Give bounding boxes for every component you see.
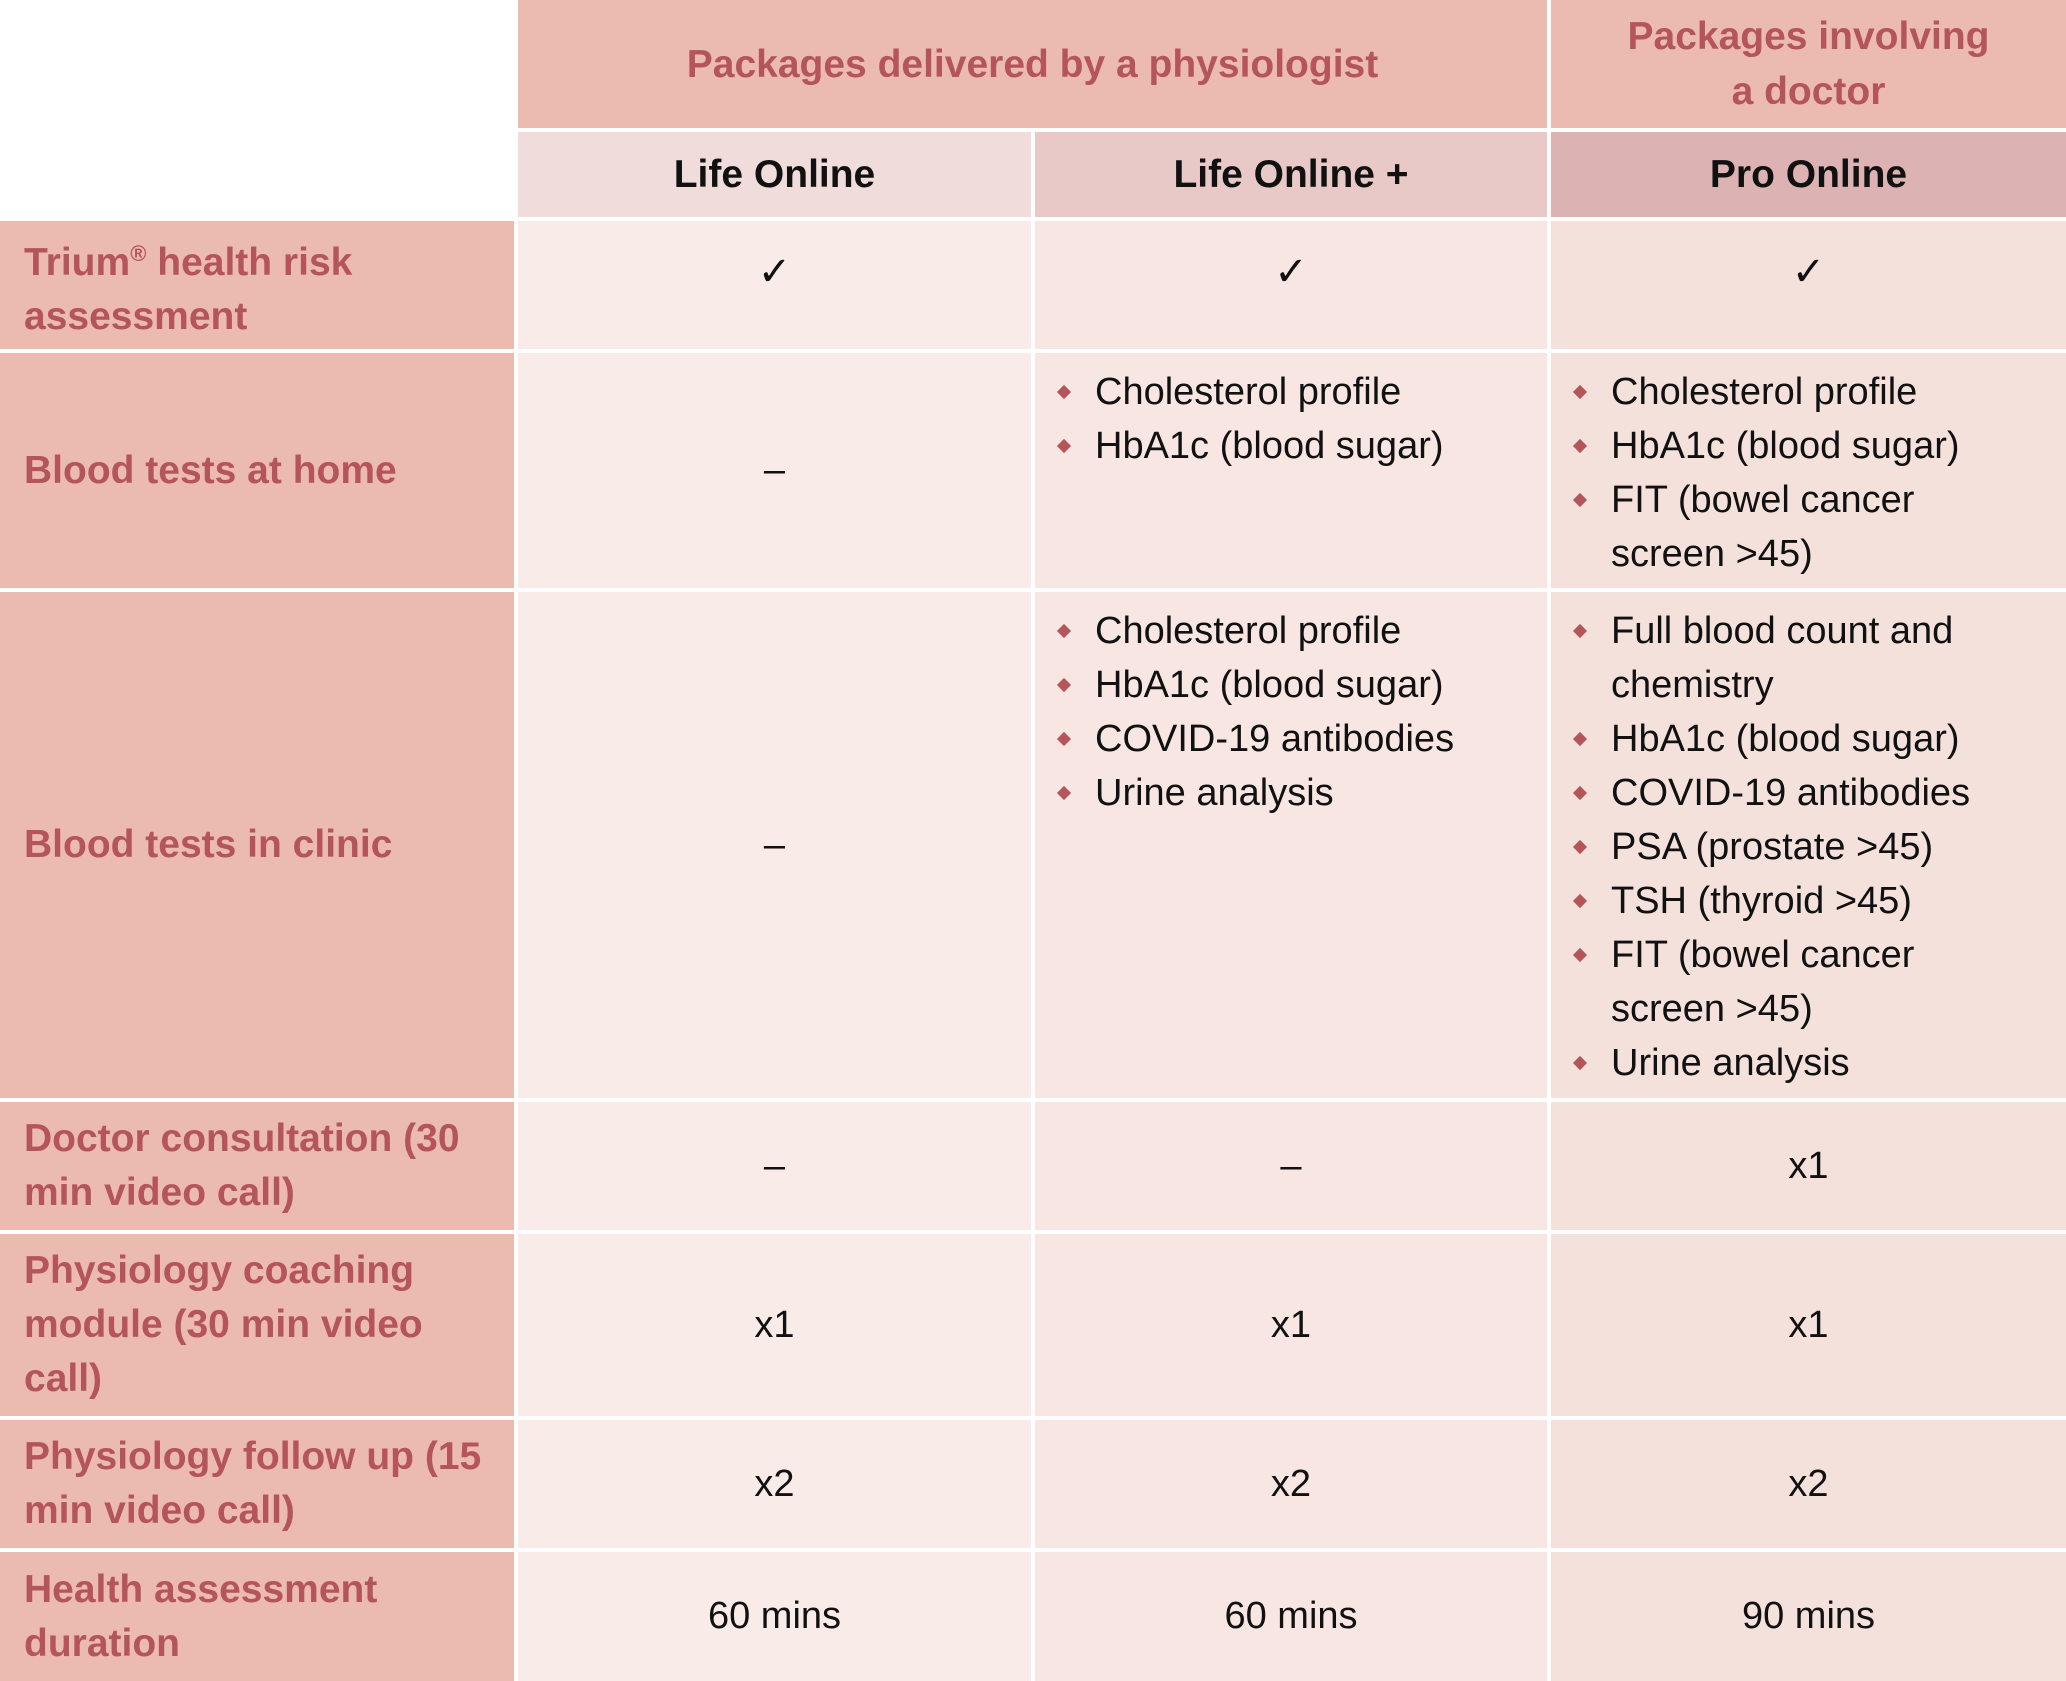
diamond-bullet-icon — [1573, 840, 1587, 854]
diamond-bullet-icon — [1573, 732, 1587, 746]
list-item: HbA1c (blood sugar) — [1055, 658, 1454, 712]
cell-value: x2 — [1788, 1462, 1829, 1505]
list-item: Cholesterol profile — [1055, 604, 1454, 658]
row-label-text: Blood tests in clinic — [24, 823, 393, 866]
list-item: HbA1c (blood sugar) — [1571, 419, 2011, 473]
row-doctor-life-online — [518, 1102, 1031, 1230]
cell-value: 60 mins — [1224, 1595, 1358, 1637]
list-item: HbA1c (blood sugar) — [1055, 419, 1444, 473]
cell-value: – — [1280, 1144, 1302, 1187]
test-list — [1571, 365, 2011, 581]
cell-value: x2 — [754, 1462, 795, 1505]
cell-value: x1 — [754, 1303, 795, 1346]
list-item: FIT (bowel cancer screen >45) — [1571, 928, 2011, 1036]
diamond-bullet-icon — [1057, 385, 1071, 399]
row-coaching-life-online-plus — [1035, 1234, 1547, 1416]
cell-value: x1 — [1788, 1303, 1829, 1346]
row-doctor-life-online-plus — [1035, 1102, 1547, 1230]
row-label-text: Physiology coaching module (30 min video call) — [24, 1249, 423, 1400]
row-trium-life-online — [518, 221, 1031, 349]
diamond-bullet-icon — [1573, 948, 1587, 962]
check-icon: ✓ — [1274, 250, 1308, 294]
row-trium-life-online-plus — [1035, 221, 1547, 349]
package-name: Life Online + — [1173, 152, 1409, 196]
row-doctor-pro-online — [1551, 1102, 2066, 1230]
row-home-life-online-plus — [1035, 353, 1547, 588]
row-label-doctor-consultation — [0, 1102, 514, 1230]
cell-value: 90 mins — [1741, 1595, 1876, 1637]
cell-value: – — [763, 1144, 786, 1187]
row-clinic-life-online-plus — [1035, 592, 1547, 1098]
cell-value: x2 — [1270, 1462, 1312, 1505]
diamond-bullet-icon — [1057, 678, 1071, 692]
list-item: Cholesterol profile — [1571, 365, 2011, 419]
diamond-bullet-icon — [1573, 493, 1587, 507]
group-header-physiologist-text: Packages delivered by a physiologist — [686, 42, 1379, 86]
package-name: Life Online — [673, 152, 876, 196]
diamond-bullet-icon — [1573, 1056, 1587, 1070]
row-label-blood-tests-clinic — [0, 592, 514, 1098]
list-item: Full blood count and chemistry — [1571, 604, 2011, 712]
row-home-pro-online — [1551, 353, 2066, 588]
row-trium-pro-online — [1551, 221, 2066, 349]
row-duration-pro-online — [1551, 1552, 2066, 1681]
row-label-assessment-duration — [0, 1552, 514, 1681]
list-item: Cholesterol profile — [1055, 365, 1444, 419]
list-item: PSA (prostate >45) — [1571, 820, 2011, 874]
diamond-bullet-icon — [1057, 732, 1071, 746]
check-icon: ✓ — [757, 250, 792, 294]
row-label-physiology-follow-up — [0, 1420, 514, 1548]
row-coaching-life-online — [518, 1234, 1031, 1416]
cell-value: x1 — [1788, 1144, 1829, 1187]
row-clinic-pro-online — [1551, 592, 2066, 1098]
row-label-trium — [0, 221, 514, 349]
diamond-bullet-icon — [1057, 786, 1071, 800]
row-label-text: Health assessment duration — [24, 1567, 378, 1665]
test-list — [1571, 604, 2011, 1090]
row-label-text: Blood tests at home — [24, 448, 397, 492]
group-header-doctor-line1: Packages involving — [1627, 15, 1990, 58]
package-header-pro-online — [1551, 132, 2066, 217]
cell-value: 60 mins — [707, 1595, 842, 1637]
list-item: COVID-19 antibodies — [1571, 766, 2011, 820]
row-clinic-life-online — [518, 592, 1031, 1098]
test-list — [1055, 365, 1444, 473]
list-item: TSH (thyroid >45) — [1571, 874, 2011, 928]
row-followup-life-online — [518, 1420, 1031, 1548]
row-label-physiology-coaching — [0, 1234, 514, 1416]
cell-value: x1 — [1270, 1303, 1312, 1346]
group-header-physiologist — [518, 0, 1547, 128]
diamond-bullet-icon — [1057, 624, 1071, 638]
row-coaching-pro-online — [1551, 1234, 2066, 1416]
package-header-life-online — [518, 132, 1031, 217]
diamond-bullet-icon — [1573, 894, 1587, 908]
group-header-doctor — [1551, 0, 2066, 128]
check-icon: ✓ — [1791, 250, 1826, 294]
test-list — [1055, 604, 1454, 820]
dash-value: – — [763, 823, 786, 866]
group-header-doctor-line2: a doctor — [1731, 70, 1886, 113]
row-duration-life-online-plus — [1035, 1552, 1547, 1681]
row-followup-pro-online — [1551, 1420, 2066, 1548]
list-item: Urine analysis — [1571, 1036, 2011, 1090]
diamond-bullet-icon — [1573, 439, 1587, 453]
diamond-bullet-icon — [1573, 624, 1587, 638]
row-home-life-online — [518, 353, 1031, 588]
dash-value: – — [763, 449, 786, 491]
row-label-text: Doctor consultation (30 min video call) — [24, 1117, 460, 1214]
diamond-bullet-icon — [1573, 786, 1587, 800]
diamond-bullet-icon — [1057, 439, 1071, 453]
row-duration-life-online — [518, 1552, 1031, 1681]
package-name: Pro Online — [1709, 152, 1908, 196]
diamond-bullet-icon — [1573, 385, 1587, 399]
package-header-life-online-plus — [1035, 132, 1547, 217]
list-item: HbA1c (blood sugar) — [1571, 712, 2011, 766]
list-item: FIT (bowel cancer screen >45) — [1571, 473, 2011, 581]
row-followup-life-online-plus — [1035, 1420, 1547, 1548]
row-label-text: Physiology follow up (15 min video call) — [24, 1435, 482, 1532]
list-item: Urine analysis — [1055, 766, 1454, 820]
list-item: COVID-19 antibodies — [1055, 712, 1454, 766]
row-label-blood-tests-home — [0, 353, 514, 588]
row-label-text: Trium® health risk assessment — [24, 240, 353, 338]
